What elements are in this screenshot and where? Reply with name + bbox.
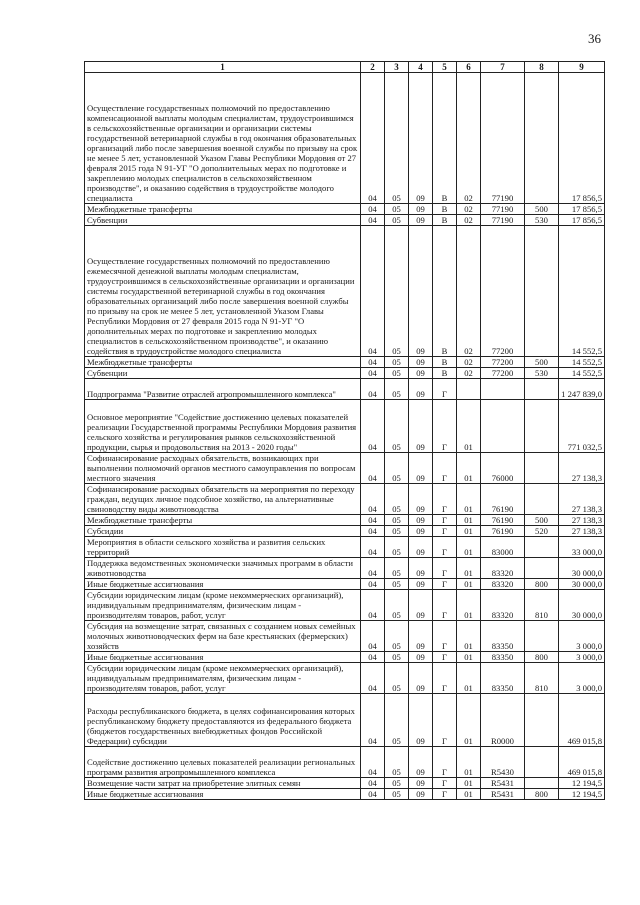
expense-type-cell: 530 [525,368,559,379]
col-2-cell: 04 [361,204,385,215]
col-6-cell: 01 [457,789,481,800]
col-3-cell: 05 [385,526,409,537]
amount-cell: 12 194,5 [559,778,605,789]
expense-type-cell: 530 [525,215,559,226]
col-4-cell: 09 [409,453,433,484]
table-row [85,204,605,215]
col-4-cell: 09 [409,368,433,379]
col-5-cell: Г [433,778,457,789]
expense-type-cell: 810 [525,663,559,694]
col-2-cell: 04 [361,215,385,226]
table-row [85,663,605,694]
col-3-cell: 05 [385,621,409,652]
header-cell: 7 [481,62,525,73]
target-code-cell: R5430 [481,747,525,778]
target-code-cell [481,400,525,453]
amount-cell: 469 015,8 [559,747,605,778]
expense-type-cell [525,400,559,453]
row-name-cell: Иные бюджетные ассигнования [85,579,361,590]
row-name-cell: Основное мероприятие "Содействие достижению целевых показателей реализации Государственной программы Республики Мордовия развития сельского хозяйства и регулирования рынков сельскохозяйственной продукции, сырья и продовольствия на 2013 - 2020 годы" [85,400,361,453]
row-name-cell: Иные бюджетные ассигнования [85,652,361,663]
col-3-cell: 05 [385,515,409,526]
table-row [85,747,605,778]
row-name-cell: Софинансирование расходных обязательств на мероприятия по переходу граждан, ведущих личное подсобное хозяйство, на альтернативные свиноводству виды животноводства [85,484,361,515]
target-code-cell: 76190 [481,484,525,515]
target-code-cell: 77190 [481,204,525,215]
col-3-cell: 05 [385,778,409,789]
col-6-cell: 01 [457,453,481,484]
col-5-cell: Г [433,621,457,652]
col-6-cell: 01 [457,537,481,558]
expense-type-cell: 500 [525,357,559,368]
header-cell: 1 [85,62,361,73]
col-5-cell: Г [433,663,457,694]
row-name-cell: Расходы республиканского бюджета, в целях софинансирования которых республиканскому бюджету предоставляются из федерального бюджета (бюджетов государственных внебюджетных фондов Российской Федерации) субсидии [85,694,361,747]
col-4-cell: 09 [409,694,433,747]
target-code-cell: R5431 [481,789,525,800]
target-code-cell [481,379,525,400]
table-row [85,368,605,379]
col-3-cell: 05 [385,357,409,368]
col-4-cell: 09 [409,747,433,778]
col-2-cell: 04 [361,663,385,694]
col-6-cell [457,379,481,400]
expense-type-cell: 800 [525,579,559,590]
table-row [85,590,605,621]
amount-cell: 27 138,3 [559,484,605,515]
col-6-cell: 01 [457,778,481,789]
table-body [85,73,605,800]
table-row [85,621,605,652]
col-5-cell: Г [433,652,457,663]
row-name-cell: Иные бюджетные ассигнования [85,789,361,800]
expense-type-cell [525,73,559,204]
col-2-cell: 04 [361,621,385,652]
col-3-cell: 05 [385,368,409,379]
col-4-cell: 09 [409,590,433,621]
target-code-cell: 77200 [481,368,525,379]
header-cell: 8 [525,62,559,73]
col-2-cell: 04 [361,453,385,484]
target-code-cell: 83350 [481,663,525,694]
expense-type-cell [525,453,559,484]
row-name-cell: Субсидия на возмещение затрат, связанных с созданием новых семейных молочных животноводческих ферм на базе крестьянских (фермерских) хозяйств [85,621,361,652]
expense-type-cell [525,226,559,357]
col-5-cell: Г [433,400,457,453]
col-4-cell: 09 [409,652,433,663]
col-6-cell: 01 [457,526,481,537]
col-6-cell: 01 [457,579,481,590]
amount-cell: 771 032,5 [559,400,605,453]
expense-type-cell [525,484,559,515]
col-2-cell: 04 [361,484,385,515]
col-2-cell: 04 [361,747,385,778]
col-5-cell: Г [433,526,457,537]
target-code-cell: R0000 [481,694,525,747]
amount-cell: 27 138,3 [559,453,605,484]
col-4-cell: 09 [409,579,433,590]
col-6-cell: 02 [457,226,481,357]
col-2-cell: 04 [361,400,385,453]
row-name-cell: Субвенции [85,368,361,379]
col-3-cell: 05 [385,215,409,226]
header-cell: 3 [385,62,409,73]
header-cell: 9 [559,62,605,73]
col-2-cell: 04 [361,778,385,789]
row-name-cell: Софинансирование расходных обязательств, возникающих при выполнении полномочий органов местного самоуправления по вопросам местного значения [85,453,361,484]
col-3-cell: 05 [385,652,409,663]
row-name-cell: Осуществление государственных полномочий по предоставлению ежемесячной денежной выплаты молодым специалистам, трудоустроившимся в сельскохозяйственные организации и организации системы государственной ветеринарной службы в год окончания образовательных организаций либо после завершения военной службы по призыву на срок не менее 5 лет, установленной Указом Главы Республики Мордовия от 27 февраля 2015 года N 91-УГ "О дополнительных мерах по подготовке и закреплению молодых специалистов в сельскохозяйственном производстве", и оказанию содействия в трудоустройстве молодого специалиста [85,226,361,357]
col-3-cell: 05 [385,590,409,621]
col-4-cell: 09 [409,526,433,537]
row-name-cell: Межбюджетные трансферты [85,515,361,526]
col-4-cell: 09 [409,73,433,204]
expense-type-cell [525,747,559,778]
col-2-cell: 04 [361,579,385,590]
col-2-cell: 04 [361,537,385,558]
col-6-cell: 01 [457,400,481,453]
table-row [85,379,605,400]
col-4-cell: 09 [409,357,433,368]
table-row [85,400,605,453]
amount-cell: 14 552,5 [559,368,605,379]
expense-type-cell: 500 [525,204,559,215]
col-6-cell: 01 [457,515,481,526]
header-cell: 4 [409,62,433,73]
col-6-cell: 02 [457,215,481,226]
col-2-cell: 04 [361,789,385,800]
col-5-cell: Г [433,558,457,579]
col-3-cell: 05 [385,537,409,558]
col-3-cell: 05 [385,663,409,694]
target-code-cell: 83000 [481,537,525,558]
target-code-cell: R5431 [481,778,525,789]
col-6-cell: 02 [457,368,481,379]
col-5-cell: Г [433,579,457,590]
table-row [85,694,605,747]
col-4-cell: 09 [409,663,433,694]
col-3-cell: 05 [385,579,409,590]
row-name-cell: Мероприятия в области сельского хозяйства и развития сельских территорий [85,537,361,558]
target-code-cell: 76190 [481,515,525,526]
table-row [85,215,605,226]
col-5-cell: В [433,226,457,357]
amount-cell: 17 856,5 [559,215,605,226]
col-3-cell: 05 [385,484,409,515]
expense-type-cell: 810 [525,590,559,621]
col-4-cell: 09 [409,558,433,579]
col-5-cell: Г [433,484,457,515]
col-3-cell: 05 [385,747,409,778]
col-3-cell: 05 [385,694,409,747]
col-3-cell: 05 [385,379,409,400]
row-name-cell: Субвенции [85,215,361,226]
col-5-cell: В [433,204,457,215]
col-3-cell: 05 [385,453,409,484]
expense-type-cell [525,778,559,789]
row-name-cell: Межбюджетные трансферты [85,357,361,368]
expense-type-cell [525,621,559,652]
table-row [85,357,605,368]
amount-cell: 3 000,0 [559,652,605,663]
col-3-cell: 05 [385,73,409,204]
expense-type-cell: 520 [525,526,559,537]
page-number: 36 [588,31,601,46]
target-code-cell: 77200 [481,226,525,357]
col-5-cell: В [433,368,457,379]
col-5-cell: Г [433,747,457,778]
target-code-cell: 77190 [481,73,525,204]
table-row [85,515,605,526]
col-6-cell: 01 [457,484,481,515]
expense-type-cell [525,694,559,747]
col-2-cell: 04 [361,558,385,579]
target-code-cell: 83320 [481,590,525,621]
col-4-cell: 09 [409,537,433,558]
target-code-cell: 83350 [481,652,525,663]
table-row [85,558,605,579]
row-name-cell: Подпрограмма "Развитие отраслей агропромышленного комплекса" [85,379,361,400]
expense-type-cell [525,379,559,400]
target-code-cell: 77200 [481,357,525,368]
col-5-cell: Г [433,537,457,558]
amount-cell: 3 000,0 [559,663,605,694]
expense-type-cell: 500 [525,515,559,526]
target-code-cell: 83350 [481,621,525,652]
col-2-cell: 04 [361,368,385,379]
col-4-cell: 09 [409,400,433,453]
col-2-cell: 04 [361,652,385,663]
table-row [85,778,605,789]
table-row [85,789,605,800]
row-name-cell: Межбюджетные трансферты [85,204,361,215]
amount-cell: 12 194,5 [559,789,605,800]
col-6-cell: 02 [457,357,481,368]
table-row [85,652,605,663]
amount-cell: 30 000,0 [559,590,605,621]
col-2-cell: 04 [361,357,385,368]
col-2-cell: 04 [361,73,385,204]
col-3-cell: 05 [385,400,409,453]
row-name-cell: Содействие достижению целевых показателей реализации региональных программ развития агропромышленного комплекса [85,747,361,778]
amount-cell: 27 138,3 [559,526,605,537]
target-code-cell: 77190 [481,215,525,226]
col-6-cell: 02 [457,73,481,204]
col-3-cell: 05 [385,789,409,800]
col-5-cell: Г [433,515,457,526]
amount-cell: 3 000,0 [559,621,605,652]
row-name-cell: Возмещение части затрат на приобретение элитных семян [85,778,361,789]
header-cell: 2 [361,62,385,73]
col-3-cell: 05 [385,558,409,579]
amount-cell: 14 552,5 [559,357,605,368]
col-6-cell: 01 [457,621,481,652]
col-4-cell: 09 [409,379,433,400]
col-2-cell: 04 [361,515,385,526]
header-row [85,62,605,73]
amount-cell: 17 856,5 [559,73,605,204]
amount-cell: 33 000,0 [559,537,605,558]
col-6-cell: 01 [457,747,481,778]
target-code-cell: 76190 [481,526,525,537]
header-cell: 5 [433,62,457,73]
row-name-cell: Субсидии юридическим лицам (кроме некоммерческих организаций), индивидуальным предпринимателям, физическим лицам - производителям товаров, работ, услуг [85,663,361,694]
table-row [85,537,605,558]
amount-cell: 1 247 839,0 [559,379,605,400]
col-6-cell: 01 [457,558,481,579]
expense-type-cell: 800 [525,789,559,800]
row-name-cell: Поддержка ведомственных экономически значимых программ в области животноводства [85,558,361,579]
col-4-cell: 09 [409,621,433,652]
row-name-cell: Субсидии юридическим лицам (кроме некоммерческих организаций), индивидуальным предпринимателям, физическим лицам - производителям товаров, работ, услуг [85,590,361,621]
col-5-cell: Г [433,590,457,621]
amount-cell: 30 000,0 [559,579,605,590]
col-5-cell: Г [433,789,457,800]
col-4-cell: 09 [409,204,433,215]
target-code-cell: 83320 [481,579,525,590]
table-row [85,226,605,357]
col-5-cell: Г [433,379,457,400]
expense-type-cell [525,537,559,558]
col-6-cell: 01 [457,663,481,694]
amount-cell: 14 552,5 [559,226,605,357]
col-3-cell: 05 [385,226,409,357]
amount-cell: 30 000,0 [559,558,605,579]
col-2-cell: 04 [361,590,385,621]
expense-type-cell: 800 [525,652,559,663]
col-2-cell: 04 [361,379,385,400]
budget-table [84,61,605,800]
col-6-cell: 01 [457,652,481,663]
amount-cell: 17 856,5 [559,204,605,215]
col-4-cell: 09 [409,226,433,357]
header-cell: 6 [457,62,481,73]
col-3-cell: 05 [385,204,409,215]
table-row [85,579,605,590]
amount-cell: 27 138,3 [559,515,605,526]
col-6-cell: 01 [457,694,481,747]
target-code-cell: 83320 [481,558,525,579]
table-row [85,453,605,484]
col-5-cell: В [433,215,457,226]
row-name-cell: Субсидии [85,526,361,537]
amount-cell: 469 015,8 [559,694,605,747]
col-5-cell: Г [433,694,457,747]
expense-type-cell [525,558,559,579]
col-5-cell: Г [433,453,457,484]
target-code-cell: 76000 [481,453,525,484]
col-4-cell: 09 [409,515,433,526]
table-row [85,526,605,537]
col-5-cell: В [433,73,457,204]
col-4-cell: 09 [409,215,433,226]
col-6-cell: 01 [457,590,481,621]
col-4-cell: 09 [409,778,433,789]
table-row [85,73,605,204]
col-2-cell: 04 [361,226,385,357]
row-name-cell: Осуществление государственных полномочий по предоставлению компенсационной выплаты молодым специалистам, трудоустроившимся в сельскохозяйственные организации и организации системы государственной ветеринарной службы в год окончания образовательных организаций либо после завершения военной службы по призыву на срок не менее 5 лет, установленной Указом Главы Республики Мордовия от 27 февраля 2015 года N 91-УГ "О дополнительных мерах по подготовке и закреплению молодых специалистов в сельскохозяйственном производстве", и оказанию содействия в трудоустройстве молодого специалиста [85,73,361,204]
col-5-cell: В [433,357,457,368]
col-4-cell: 09 [409,484,433,515]
col-4-cell: 09 [409,789,433,800]
col-2-cell: 04 [361,526,385,537]
col-2-cell: 04 [361,694,385,747]
table-row [85,484,605,515]
col-6-cell: 02 [457,204,481,215]
